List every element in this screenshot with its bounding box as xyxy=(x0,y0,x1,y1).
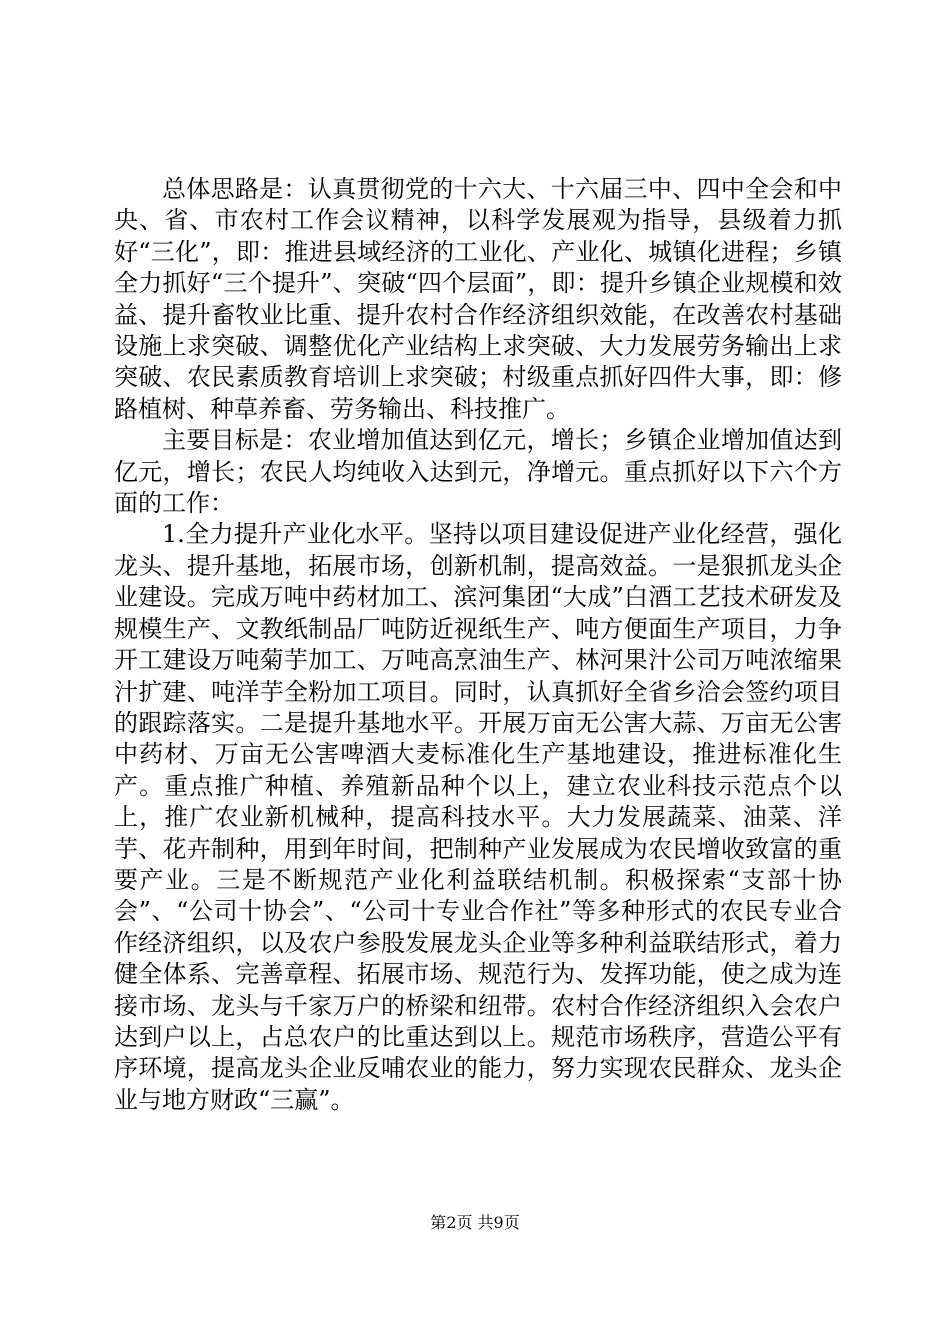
page-number-footer: 第2页 共9页 xyxy=(430,1213,520,1232)
document-body xyxy=(114,174,842,1116)
paragraph-overall-approach: 总体思路是：认真贯彻党的十六大、十六届三中、四中全会和中央、省、市农村工作会议精神，以科学发展观为指导，县级着力抓好“三化”，即：推进县域经济的工业化、产业化、城镇化进程；乡镇全力抓好“三个提升”、突破“四个层面”，即：提升乡镇企业规模和效益、提升畜牧业比重、提升农村合作经济组织效能，在改善农村基础设施上求突破、调整优化产业结构上求突破、大力发展劳务输出上求突破、农民素质教育培训上求突破；村级重点抓好四件大事，即：修路植树、种草养畜、劳务输出、科技推广。 xyxy=(114,175,842,423)
paragraph-industrialization: 1.全力提升产业化水平。坚持以项目建设促进产业化经营，强化龙头、提升基地，拓展市场，创新机制，提高效益。一是狠抓龙头企业建设。完成万吨中药材加工、滨河集团“大成”白酒工艺技术研发及规模生产、文教纸制品厂吨防近视纸生产、吨方便面生产项目，力争开工建设万吨菊芋加工、万吨高烹油生产、林河果汁公司万吨浓缩果汁扩建、吨洋芋全粉加工项目。同时，认真抓好全省乡洽会签约项目的跟踪落实。二是提升基地水平。开展万亩无公害大蒜、万亩无公害中药材、万亩无公害啤酒大麦标准化生产基地建设，推进标准化生产。重点推广种植、养殖新品种个以上，建立农业科技示范点个以上，推广农业新机械种，提高科技水平。大力发展蔬菜、油菜、洋芋、花卉制种，用到年时间，把制种产业发展成为农民增收致富的重要产业。三是不断规范产业化利益联结机制。积极探索“支部十协会”、“公司十协会”、“公司十专业合作社”等多种形式的农民专业合作经济组织，以及农户参股发展龙头企业等多种利益联结形式，着力健全体系、完善章程、拓展市场、规范行为、发挥功能，使之成为连接市场、龙头与千家万户的桥梁和纽带。农村合作经济组织入会农户达到户以上，占总农户的比重达到以上。规范市场秩序，营造公平有序环境，提高龙头企业反哺农业的能力，努力实现农民群众、龙头企业与地方财政“三赢”。 xyxy=(114,520,842,1114)
paragraph-main-goals: 主要目标是：农业增加值达到亿元，增长；乡镇企业增加值达到亿元，增长；农民人均纯收入达到元，净增元。重点抓好以下六个方面的工作： xyxy=(114,426,842,518)
